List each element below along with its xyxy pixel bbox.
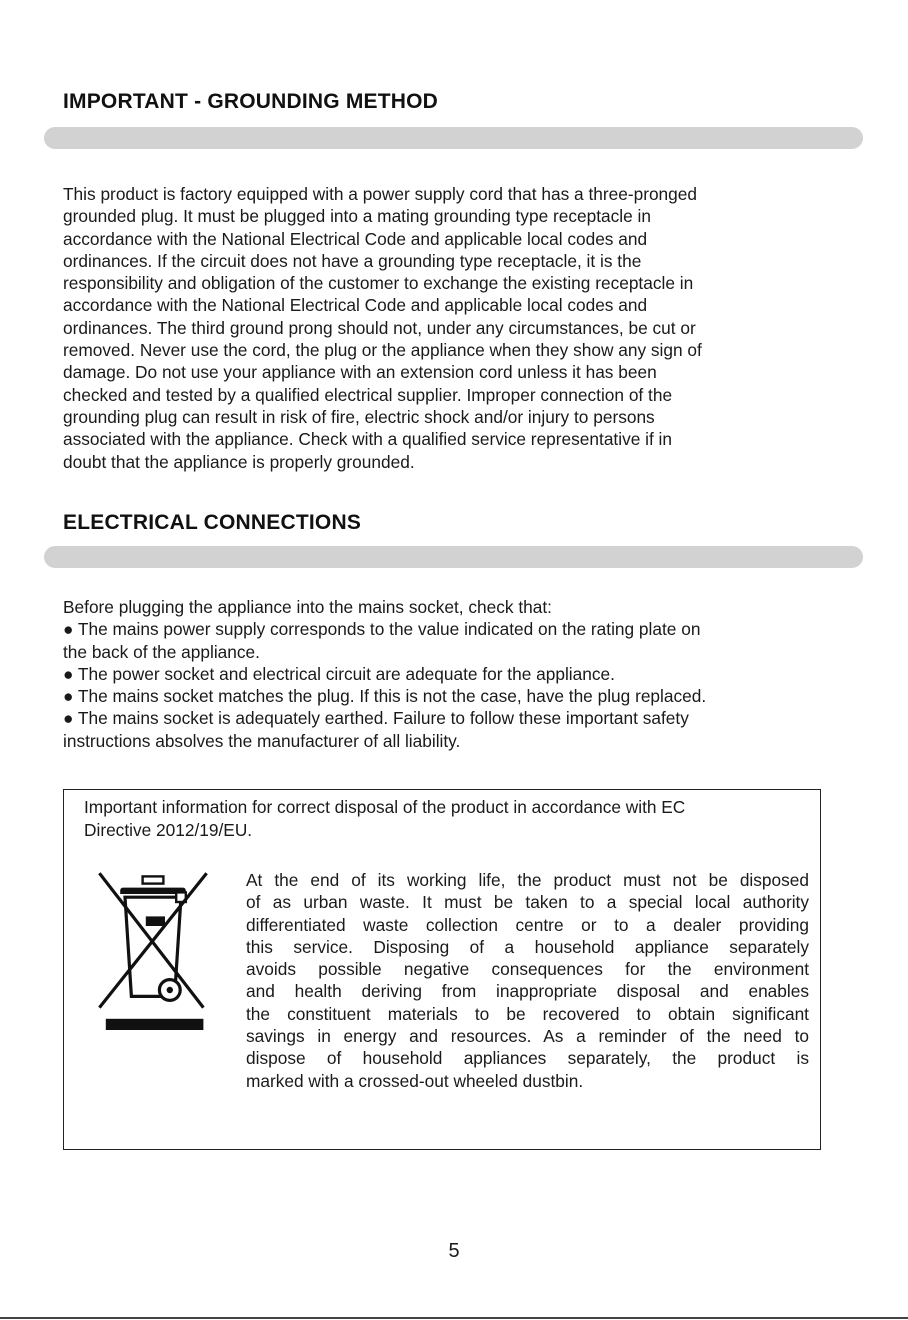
- page-number: 5: [448, 1240, 460, 1262]
- electrical-paragraph: [63, 596, 833, 752]
- paragraph-line: associated with the appliance. Check with a qualified service representative if in: [63, 429, 673, 450]
- paragraph-line: removed. Never use the cord, the plug or the appliance when they show any sign of: [63, 340, 702, 361]
- body-line: and health deriving from inappropriate disposal and enables: [246, 981, 809, 1002]
- body-line: marked with a crossed-out wheeled dustbin.: [246, 1070, 584, 1091]
- disposal-intro: [84, 796, 685, 842]
- body-line: this service. Disposing of a household appliance separately: [246, 936, 809, 957]
- paragraph-line: grounded plug. It must be plugged into a mating grounding type receptacle in: [63, 206, 651, 227]
- body-line: avoids possible negative consequences for the environment: [246, 959, 809, 980]
- electrical-heading: ELECTRICAL CONNECTIONS: [63, 511, 362, 534]
- body-line: dispose of household appliances separately, the product is: [246, 1048, 809, 1069]
- paragraph-line: the back of the appliance.: [63, 641, 260, 662]
- paragraph-line: accordance with the National Electrical Code and applicable local codes and: [63, 228, 648, 249]
- body-line: At the end of its working life, the product must not be disposed: [246, 870, 809, 890]
- body-line: savings in energy and resources. As a reminder of the need to: [246, 1026, 809, 1047]
- section-divider-bar: [44, 546, 863, 568]
- body-line: differentiated waste collection centre or to a dealer providing: [246, 914, 809, 935]
- paragraph-line: accordance with the National Electrical Code and applicable local codes and: [63, 295, 648, 316]
- paragraph-line: ● The mains power supply corresponds to the value indicated on the rating plate on: [63, 619, 701, 640]
- paragraph-line: ● The power socket and electrical circuit are adequate for the appliance.: [63, 663, 615, 684]
- paragraph-line: grounding plug can result in risk of fire, electric shock and/or injury to persons: [63, 406, 655, 427]
- paragraph-line: ● The mains socket matches the plug. If this is not the case, have the plug replaced.: [63, 686, 707, 707]
- section-divider-bar: [44, 127, 863, 149]
- paragraph-line: ordinances. If the circuit does not have a grounding type receptacle, it is the: [63, 250, 642, 271]
- paragraph-line: ● The mains socket is adequately earthed. Failure to follow these important safety: [63, 708, 689, 729]
- paragraph-line: instructions absolves the manufacturer of all liability.: [63, 730, 461, 751]
- intro-line: Directive 2012/19/EU.: [84, 820, 253, 840]
- paragraph-line: doubt that the appliance is properly grounded.: [63, 451, 415, 472]
- paragraph-line: responsibility and obligation of the customer to exchange the existing receptacle in: [63, 273, 694, 294]
- paragraph-line: ordinances. The third ground prong should not, under any circumstances, be cut or: [63, 317, 696, 338]
- intro-line: Important information for correct disposal of the product in accordance with EC: [84, 797, 686, 817]
- paragraph-line: Before plugging the appliance into the mains socket, check that:: [63, 597, 552, 617]
- body-line: the constituent materials to be recovered to obtain significant: [246, 1003, 809, 1024]
- grounding-heading: IMPORTANT - GROUNDING METHOD: [63, 90, 439, 113]
- crossed-out-wheeled-bin-icon: [82, 870, 224, 1030]
- paragraph-line: damage. Do not use your appliance with an extension cord unless it has been: [63, 362, 657, 383]
- grounding-paragraph: [63, 183, 833, 473]
- paragraph-line: This product is factory equipped with a power supply cord that has a three-pronged: [63, 184, 698, 204]
- paragraph-line: checked and tested by a qualified electrical supplier. Improper connection of the: [63, 384, 673, 405]
- body-line: of as urban waste. It must be taken to a special local authority: [246, 892, 809, 913]
- disposal-body: [246, 869, 809, 1092]
- disposal-notice-box: [63, 789, 821, 1150]
- bottom-rule: [0, 1317, 908, 1319]
